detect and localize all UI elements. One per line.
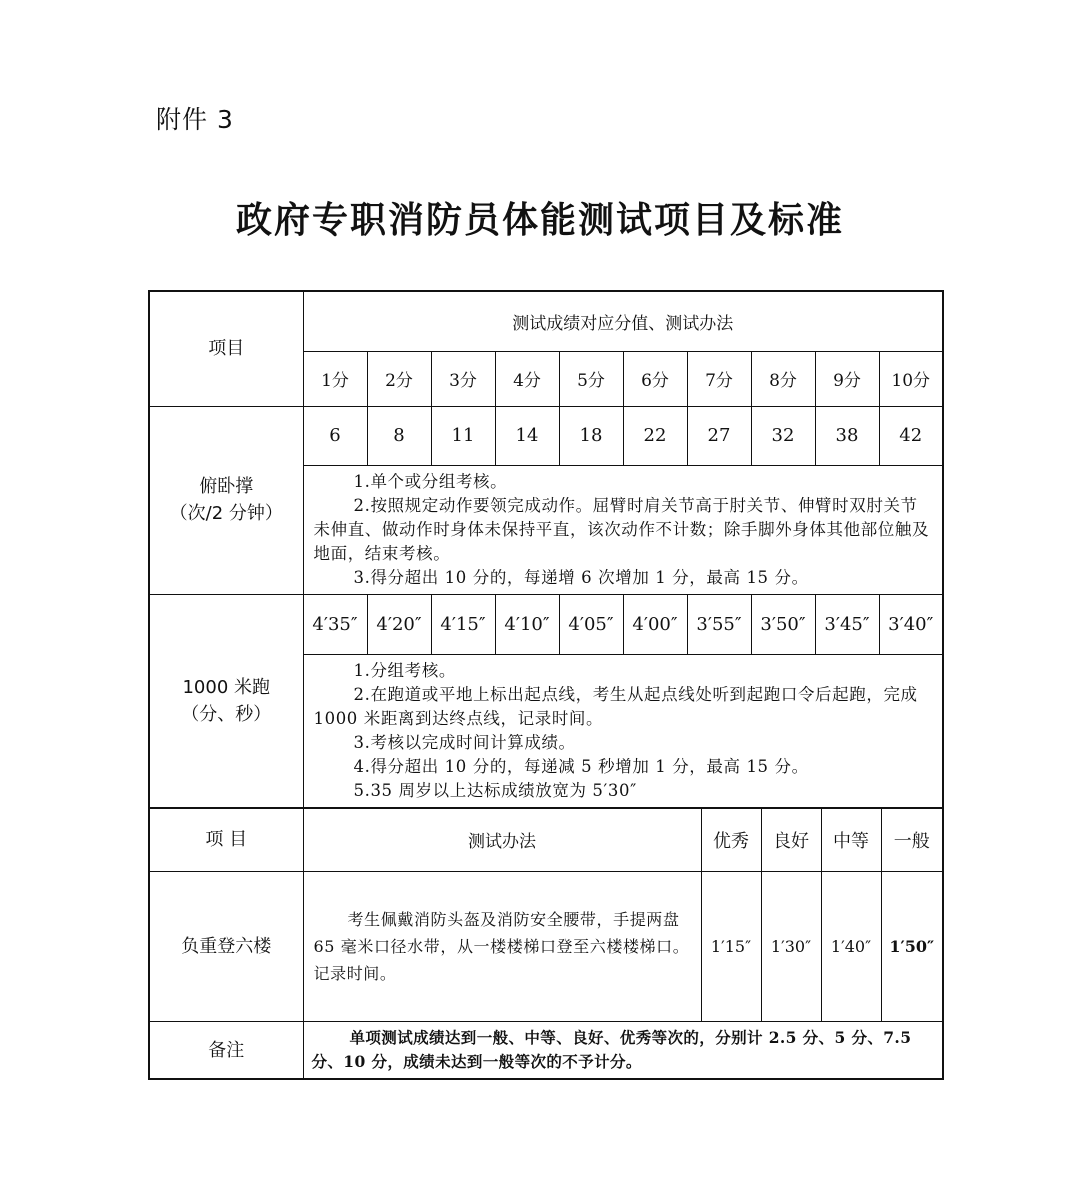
run-method-line: 2.在跑道或平地上标出起点线，考生从起点线处听到起跑口令后起跑，完成 1000 米距离到达终点线，记录时间。 <box>313 684 918 728</box>
pushup-value: 18 <box>559 406 623 465</box>
run-method-line: 3.考核以完成时间计算成绩。 <box>353 732 576 752</box>
run-name: 1000 米跑 <box>182 676 271 698</box>
pushup-value: 6 <box>303 406 367 465</box>
run-value: 3′40″ <box>879 594 943 654</box>
score-label: 8分 <box>751 351 815 406</box>
run-value: 4′00″ <box>623 594 687 654</box>
pushup-method <box>303 465 943 594</box>
stairs-time-good: 1′30″ <box>761 872 821 1022</box>
run-value: 4′20″ <box>367 594 431 654</box>
pushup-value: 27 <box>687 406 751 465</box>
pushup-value: 22 <box>623 406 687 465</box>
stairs-time-medium: 1′40″ <box>821 872 881 1022</box>
run-method-line: 4.得分超出 10 分的，每递减 5 秒增加 1 分，最高 15 分。 <box>353 756 809 776</box>
stairs-method-text: 考生佩戴消防头盔及消防安全腰带，手提两盘 65 毫米口径水带，从一楼楼梯口登至六楼楼梯口。记录时间。 <box>313 910 690 983</box>
stairs-time-fair: 1′50″ <box>881 872 943 1022</box>
note-text: 单项测试成绩达到一般、中等、良好、优秀等次的，分别计 2.5 分、5 分、7.5 分、10 分，成绩未达到一般等次的不予计分。 <box>311 1028 912 1071</box>
pushup-value: 11 <box>431 406 495 465</box>
score-label: 7分 <box>687 351 751 406</box>
score-label: 6分 <box>623 351 687 406</box>
grade-header-excellent: 优秀 <box>701 809 761 872</box>
score-label: 10分 <box>879 351 943 406</box>
pushup-value: 14 <box>495 406 559 465</box>
pushup-value: 32 <box>751 406 815 465</box>
grade-header-medium: 中等 <box>821 809 881 872</box>
grade-header-good: 良好 <box>761 809 821 872</box>
score-label: 2分 <box>367 351 431 406</box>
run-unit: （分、秒） <box>181 703 272 725</box>
method-header: 测试办法 <box>303 809 701 872</box>
attachment-label: 附件 3 <box>156 105 234 134</box>
pushup-value: 38 <box>815 406 879 465</box>
stairs-name: 负重登六楼 <box>149 872 303 1022</box>
run-value: 4′35″ <box>303 594 367 654</box>
pushup-method-line: 1.单个或分组考核。 <box>353 471 508 491</box>
run-value: 3′55″ <box>687 594 751 654</box>
pushup-method-line: 3.得分超出 10 分的，每递增 6 次增加 1 分，最高 15 分。 <box>353 567 809 587</box>
pushup-method-line: 2.按照规定动作要领完成动作。屈臂时肩关节高于肘关节、伸臂时双肘关节未伸直、做动作时身体未保持平直，该次动作不计数；除手脚外身体其他部位触及地面，结束考核。 <box>313 495 930 563</box>
pushup-name: 俯卧撑 <box>199 476 254 497</box>
standards-table-frame <box>148 290 942 1080</box>
run-method-line: 1.分组考核。 <box>353 660 456 680</box>
stairs-time-excellent: 1′15″ <box>701 872 761 1022</box>
score-label: 9分 <box>815 351 879 406</box>
item-header: 项目 <box>149 291 303 406</box>
document-title: 政府专职消防员体能测试项目及标准 <box>235 199 844 241</box>
stairs-method <box>303 872 701 1022</box>
run-value: 4′05″ <box>559 594 623 654</box>
score-label: 1分 <box>303 351 367 406</box>
note-label: 备注 <box>149 1022 303 1080</box>
pushup-value: 8 <box>367 406 431 465</box>
pushup-unit: （次/2 分钟） <box>169 503 283 524</box>
note-cell <box>303 1022 943 1080</box>
run-value: 4′15″ <box>431 594 495 654</box>
run-method <box>303 654 943 808</box>
run-item-cell <box>149 594 303 808</box>
grades-table <box>148 809 944 1081</box>
score-label: 5分 <box>559 351 623 406</box>
scores-table <box>148 290 944 809</box>
score-label: 3分 <box>431 351 495 406</box>
pushup-value: 42 <box>879 406 943 465</box>
run-value: 3′50″ <box>751 594 815 654</box>
run-value: 3′45″ <box>815 594 879 654</box>
pushup-item-cell <box>149 406 303 594</box>
item-header-2: 项 目 <box>149 809 303 872</box>
score-label: 4分 <box>495 351 559 406</box>
grade-header-fair: 一般 <box>881 809 943 872</box>
run-method-line: 5.35 周岁以上达标成绩放宽为 5′30″ <box>353 780 637 800</box>
scores-header: 测试成绩对应分值、测试办法 <box>303 291 943 351</box>
run-value: 4′10″ <box>495 594 559 654</box>
